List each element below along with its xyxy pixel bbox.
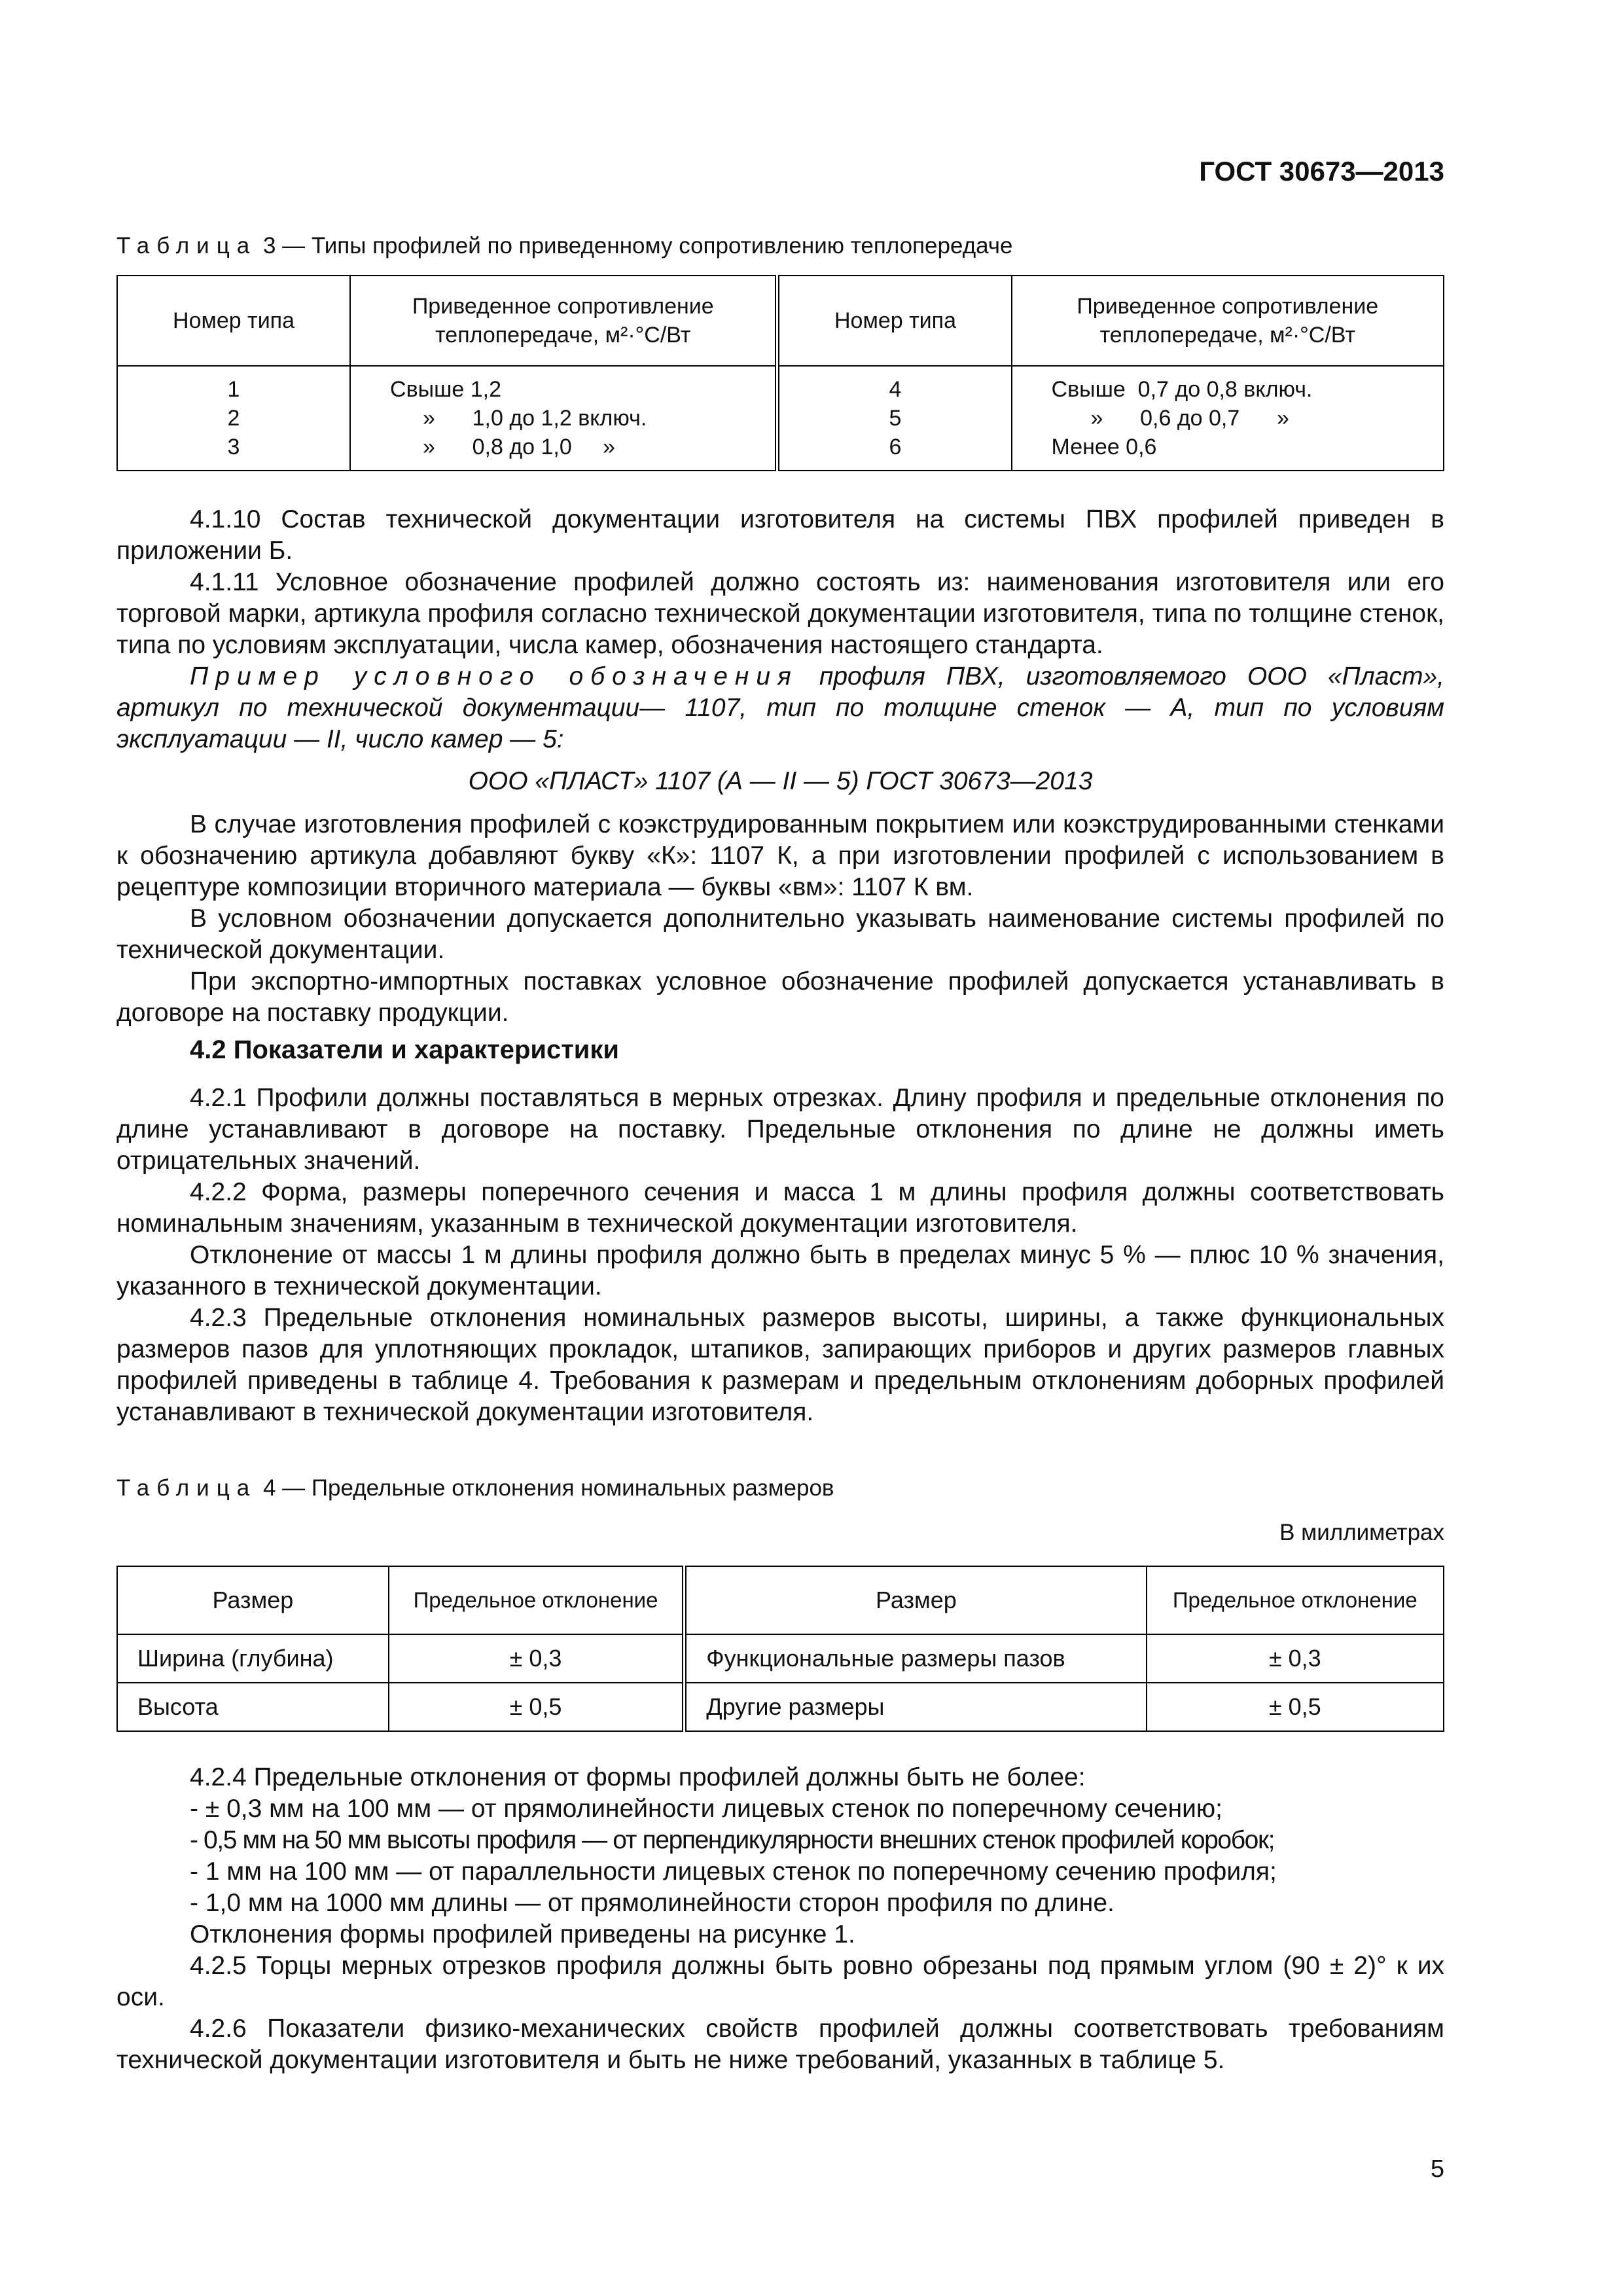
table4-header-deviation-left: Предельное отклонение [389,1566,685,1634]
table3-left-type-numbers: 1 2 3 [117,366,350,471]
table4-cell-width: Ширина (глубина) [117,1634,389,1683]
table4-header-size-right: Размер [685,1566,1147,1634]
table4-cell-grooves: Функциональные размеры пазов [685,1634,1147,1683]
paragraph-coextrusion: В случае изготовления профилей с коэкструдированным покрытием или коэкструдированными стенками к обозначению артикула добавляют букву «К»: 1107 К, а при изготовлении профилей с использованием в рецептуре композиции вторичного материала — буквы «вм»: 1107 К вм. [116,810,1444,901]
list-item: - 0,5 мм на 50 мм высоты профиля — от перпендикулярности внешних стенок профилей коробок; [190,1826,1275,1854]
table3-title: 3 — Типы профилей по приведенному сопротивлению теплопередаче [257,233,1013,259]
table4-cell-height: Высота [117,1683,389,1731]
example-paragraph [116,661,1444,755]
paragraph-mass-deviation: Отклонение от массы 1 м длины профиля должно быть в пределах минус 5 % — плюс 10 % значения, указанного в технической документации. [116,1241,1444,1300]
table3-caption [116,230,1013,262]
paragraph-4-2-4: 4.2.4 Предельные отклонения от формы профилей должны быть не более: [190,1763,1086,1791]
table3-left-values: Свыше 1,2 » 1,0 до 1,2 включ. » 0,8 до 1,0 » [350,366,777,471]
paragraph-figure-ref: Отклонения формы профилей приведены на рисунке 1. [190,1920,855,1948]
example-text: профиля ПВХ, изготовляемого ООО «Пласт», артикул по технической документации— 1107, тип по толщине стенок — А, тип по условиям эксплуатации — II, число камер — 5: [116,662,1445,753]
table3-header-type-left: Номер типа [117,276,350,366]
table3-header-resistance-right: Приведенное сопротивление теплопередаче, м²·°С/Вт [1012,276,1444,366]
paragraph-4-1-10: 4.1.10 Состав технической документации изготовителя на системы ПВХ профилей приведен в приложении Б. [116,505,1444,565]
table4-header-deviation-right: Предельное отклонение [1147,1566,1444,1634]
table4-title: 4 — Предельные отклонения номинальных размеров [257,1475,834,1501]
table3-header-resistance-left: Приведенное сопротивление теплопередаче, м²·°С/Вт [350,276,777,366]
list-item: - 1,0 мм на 1000 мм длины — от прямолинейности сторон профиля по длине. [190,1889,1115,1917]
table3 [116,275,1444,471]
list-item: - ± 0,3 мм на 100 мм — от прямолинейности лицевых стенок по поперечному сечению; [190,1795,1223,1823]
example-label: Пример условного обозначения [190,662,798,691]
table4-label: Таблица [116,1475,257,1501]
paragraph-4-2-3: 4.2.3 Предельные отклонения номинальных размеров высоты, ширины, а также функциональных размеров пазов для уплотняющих прокладок, штапиков, запирающих приборов и других размеров главных профилей приведены в таблице 4. Требования к размерам и предельным отклонениям доборных профилей устанавливают в технической документации изготовителя. [116,1304,1444,1426]
paragraph-4-2-2: 4.2.2 Форма, размеры поперечного сечения и масса 1 м длины профиля должны соответствовать номинальным значениям, указанным в технической документации изготовителя. [116,1178,1444,1238]
list-item: - 1 мм на 100 мм — от параллельности лицевых стенок по поперечному сечению профиля; [190,1857,1277,1886]
table4 [116,1566,1444,1732]
table4-cell-grooves-deviation: ± 0,3 [1147,1634,1444,1683]
paragraph-4-2-6: 4.2.6 Показатели физико-механических свойств профилей должны соответствовать требованиям технической документации изготовителя и быть не ниже требований, указанных в таблице 5. [116,2015,1444,2074]
table3-label: Таблица [116,233,257,259]
paragraph-system-name: В условном обозначении допускается дополнительно указывать наименование системы профилей по технической документации. [116,905,1444,964]
page-number: 5 [1430,2155,1444,2183]
table3-right-type-numbers: 4 5 6 [777,366,1012,471]
table3-right-values: Свыше 0,7 до 0,8 включ. » 0,6 до 0,7 » Менее 0,6 [1012,366,1444,471]
table4-unit: В миллиметрах [1279,1520,1444,1545]
table3-header-type-right: Номер типа [777,276,1012,366]
table4-header-size-left: Размер [117,1566,389,1634]
paragraph-export: При экспортно-импортных поставках условное обозначение профилей допускается устанавливать в договоре на поставку продукции. [116,967,1444,1027]
table4-cell-other-deviation: ± 0,5 [1147,1683,1444,1731]
example-designation: ООО «ПЛАСТ» 1107 (А — II — 5) ГОСТ 30673—2013 [468,767,1093,795]
table4-cell-height-deviation: ± 0,5 [389,1683,685,1731]
table4-cell-width-deviation: ± 0,3 [389,1634,685,1683]
paragraph-4-1-11: 4.1.11 Условное обозначение профилей должно состоять из: наименования изготовителя или его торговой марки, артикула профиля согласно технической документации изготовителя, типа по толщине стенок, типа по условиям эксплуатации, числа камер, обозначения настоящего стандарта. [116,568,1444,659]
document-designation: ГОСТ 30673—2013 [1199,156,1444,187]
paragraph-4-2-5: 4.2.5 Торцы мерных отрезков профиля должны быть ровно обрезаны под прямым углом (90 ± 2)° к их оси. [116,1952,1444,2011]
table4-cell-other: Другие размеры [685,1683,1147,1731]
section-heading-4-2: 4.2 Показатели и характеристики [190,1035,619,1064]
paragraph-4-2-1: 4.2.1 Профили должны поставляться в мерных отрезках. Длину профиля и предельные отклонения по длине устанавливают в договоре на поставку. Предельные отклонения по длине не должны иметь отрицательных значений. [116,1084,1444,1175]
table4-caption [116,1473,834,1504]
